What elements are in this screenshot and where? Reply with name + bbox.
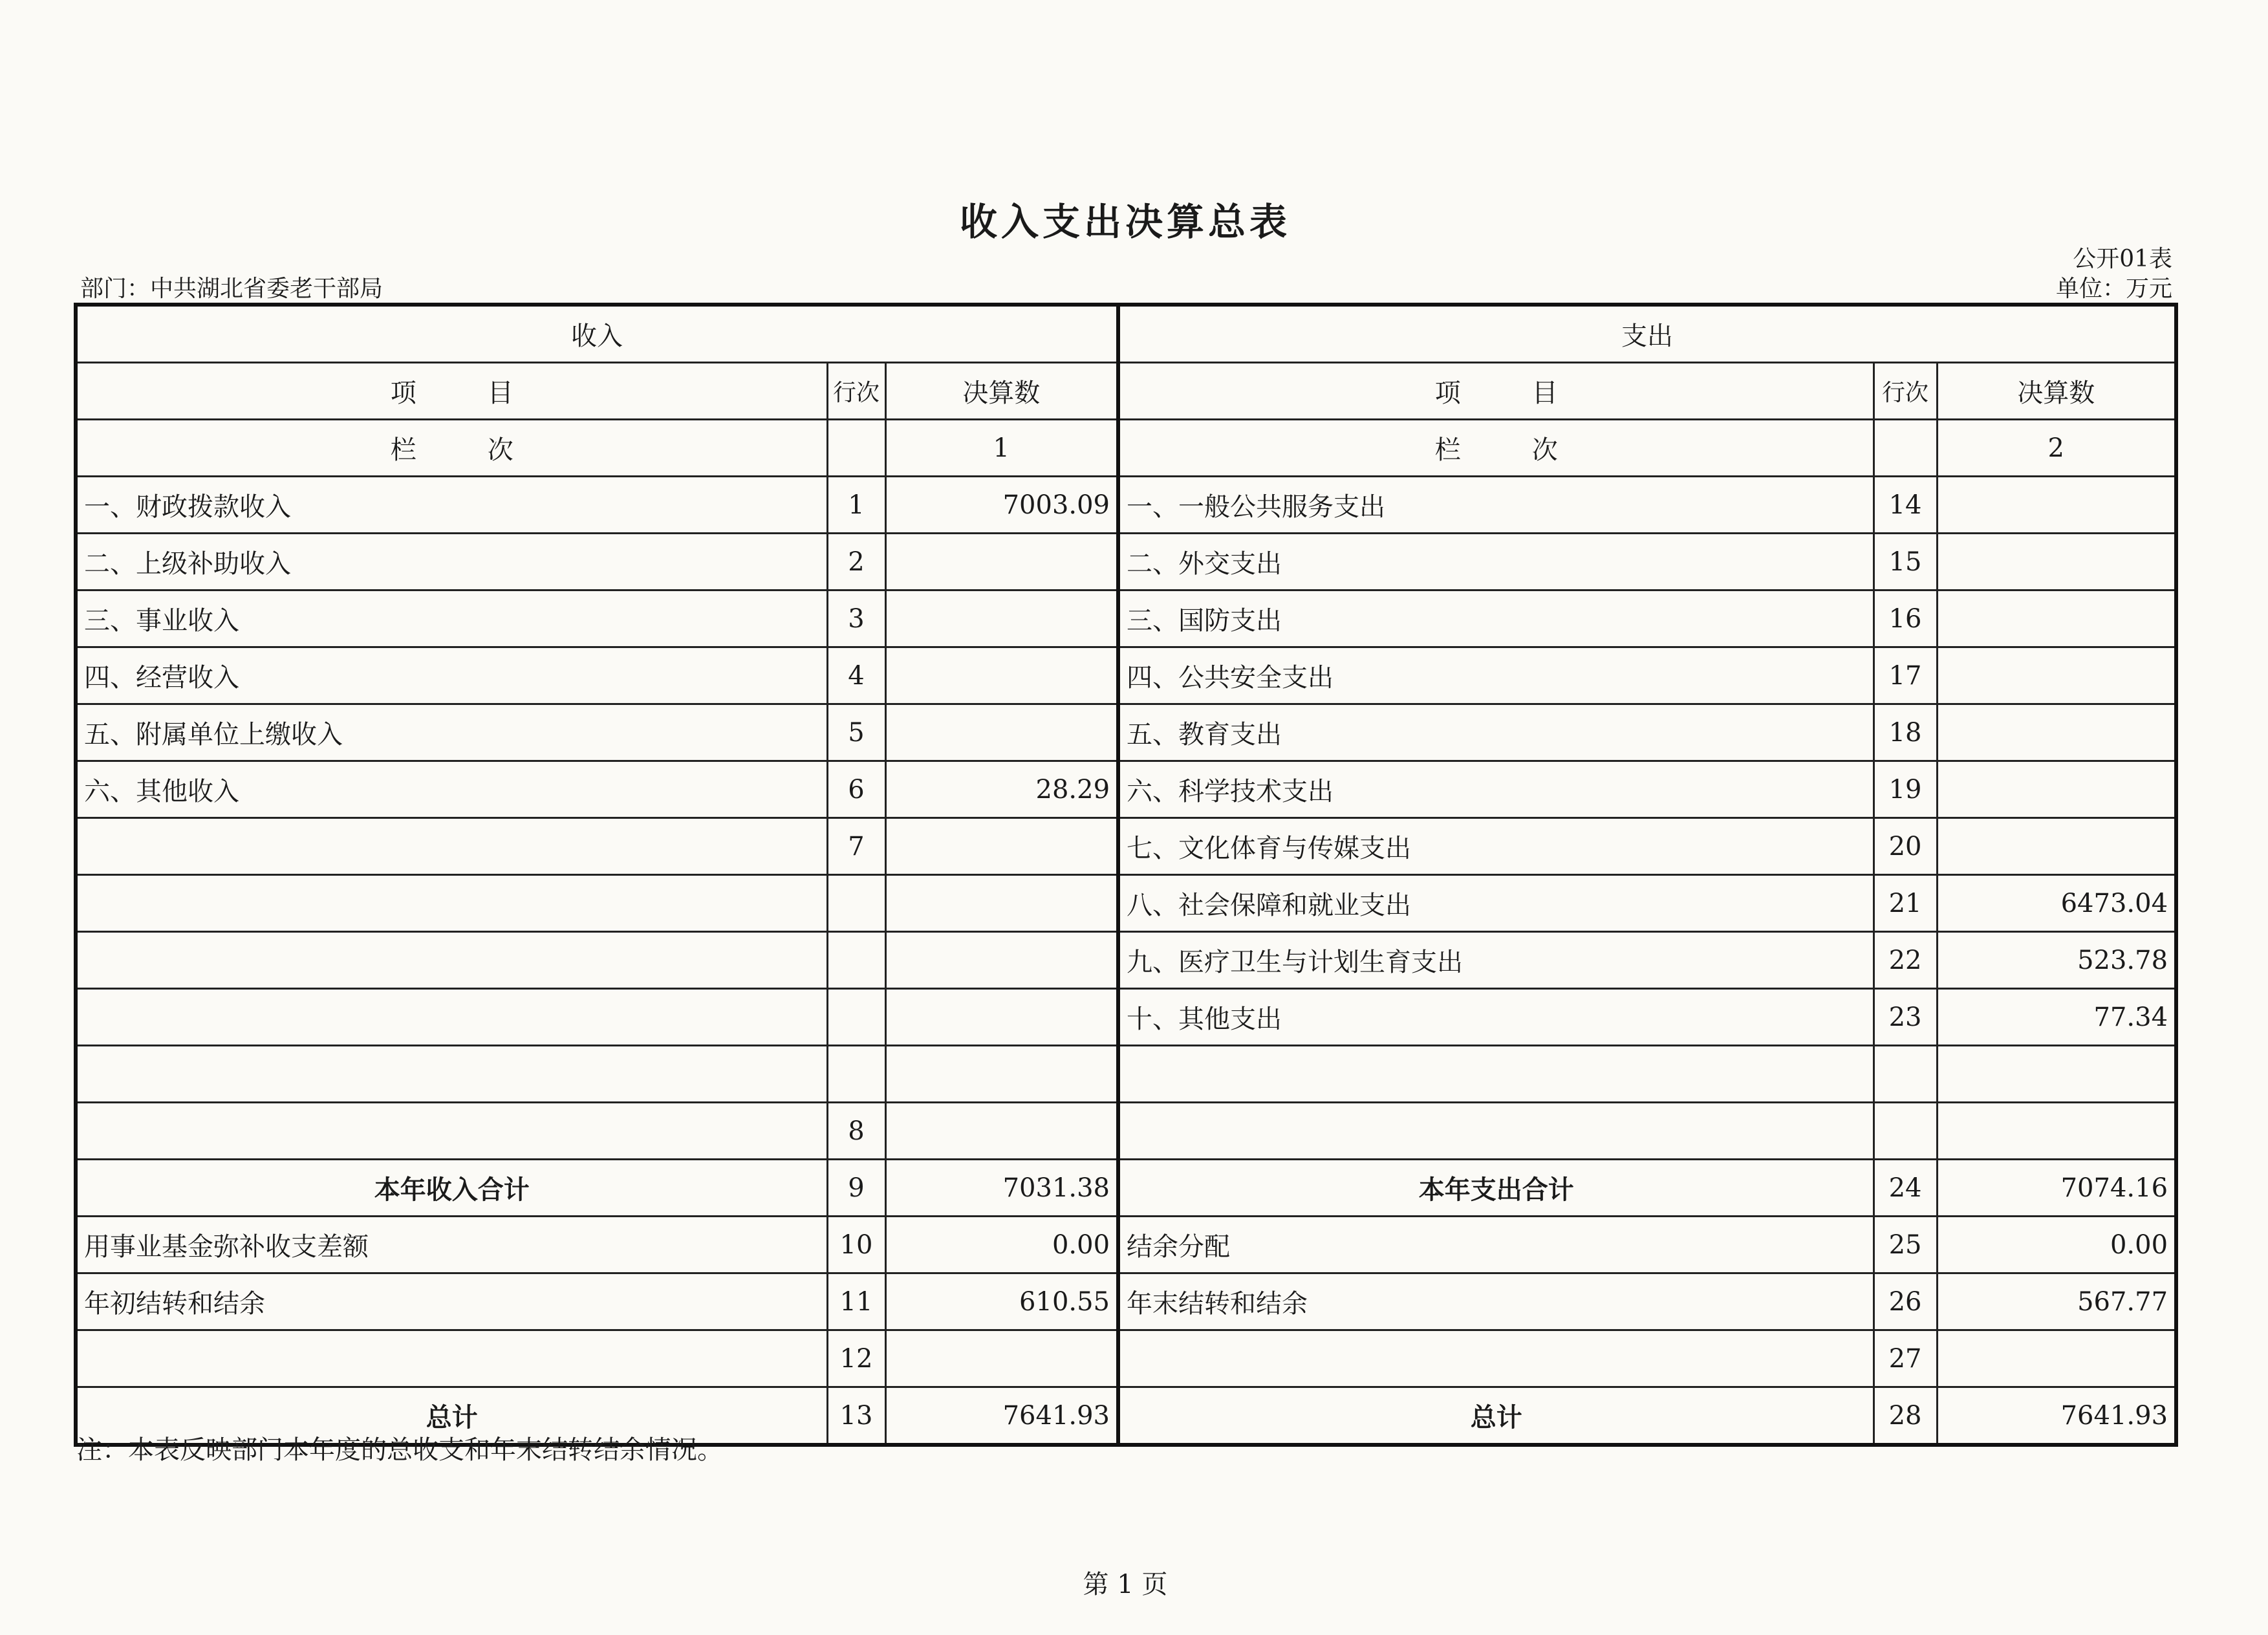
- expense-item-header: 项 目: [1118, 363, 1874, 420]
- income-row-no-header: 行次: [827, 363, 885, 420]
- income-row-no: 9: [827, 1160, 885, 1217]
- table-row: [76, 932, 2176, 989]
- expense-row-no: 28: [1874, 1387, 1937, 1446]
- income-row-no: 3: [827, 590, 885, 647]
- income-col-label: 栏 次: [76, 420, 827, 477]
- income-row-no: [827, 875, 885, 932]
- expense-item: 七、文化体育与传媒支出: [1118, 818, 1874, 875]
- expense-amount: [1937, 761, 2176, 818]
- expense-item: 一、一般公共服务支出: [1118, 477, 1874, 534]
- expense-row-no: 23: [1874, 989, 1937, 1046]
- expense-header: 支出: [1118, 305, 2176, 363]
- expense-amount-header: 决算数: [1937, 363, 2176, 420]
- form-number: 公开01表: [2073, 246, 2172, 272]
- income-amount: [885, 932, 1118, 989]
- expense-amount: [1937, 647, 2176, 704]
- income-row-no: 8: [827, 1103, 885, 1160]
- income-row-no: [827, 1046, 885, 1103]
- expense-item: 年末结转和结余: [1118, 1273, 1874, 1330]
- income-item: 二、上级补助收入: [76, 534, 827, 590]
- column-header-row: [76, 363, 2176, 420]
- income-amount: 7641.93: [885, 1387, 1118, 1446]
- table-row: [76, 1103, 2176, 1160]
- income-item: [76, 989, 827, 1046]
- income-amount: 7031.38: [885, 1160, 1118, 1217]
- income-row-no: 7: [827, 818, 885, 875]
- report-title: 收入支出决算总表: [959, 200, 1291, 244]
- income-annual-total-label: 本年收入合计: [76, 1160, 827, 1217]
- table-row: [76, 875, 2176, 932]
- expense-row-no: 17: [1874, 647, 1937, 704]
- income-item: 年初结转和结余: [76, 1273, 827, 1330]
- table-row: [76, 1273, 2176, 1330]
- income-row-no: [827, 989, 885, 1046]
- income-item: [76, 818, 827, 875]
- column-index-row: [76, 420, 2176, 477]
- expense-amount: 77.34: [1937, 989, 2176, 1046]
- income-item: 一、财政拨款收入: [76, 477, 827, 534]
- income-amount: 7003.09: [885, 477, 1118, 534]
- income-amount: [885, 818, 1118, 875]
- expense-annual-total-label: 本年支出合计: [1118, 1160, 1874, 1217]
- income-row-no: 6: [827, 761, 885, 818]
- income-amount: [885, 1103, 1118, 1160]
- income-col-index: 1: [885, 420, 1118, 477]
- table-row: [76, 989, 2176, 1046]
- income-row-no: 13: [827, 1387, 885, 1446]
- income-amount: 0.00: [885, 1217, 1118, 1273]
- expense-col-label: 栏 次: [1118, 420, 1874, 477]
- expense-item: [1118, 1103, 1874, 1160]
- income-row-no: [827, 932, 885, 989]
- income-item: [76, 1046, 827, 1103]
- expense-row-no: 14: [1874, 477, 1937, 534]
- income-item-header: 项 目: [76, 363, 827, 420]
- expense-row-no: 20: [1874, 818, 1937, 875]
- income-item: 五、附属单位上缴收入: [76, 704, 827, 761]
- income-item: [76, 1103, 827, 1160]
- expense-item: 二、外交支出: [1118, 534, 1874, 590]
- expense-row-no: 22: [1874, 932, 1937, 989]
- income-item: [76, 1330, 827, 1387]
- expense-item: 四、公共安全支出: [1118, 647, 1874, 704]
- expense-grand-total-label: 总计: [1118, 1387, 1874, 1446]
- section-header-row: [76, 305, 2176, 363]
- income-item: 四、经营收入: [76, 647, 827, 704]
- expense-col-blank: [1874, 420, 1937, 477]
- expense-amount: 6473.04: [1937, 875, 2176, 932]
- income-amount: [885, 534, 1118, 590]
- total-row-annual: [76, 1160, 2176, 1217]
- expense-amount: [1937, 704, 2176, 761]
- income-item: 六、其他收入: [76, 761, 827, 818]
- expense-amount: [1937, 1330, 2176, 1387]
- income-amount: [885, 704, 1118, 761]
- table-row: [76, 534, 2176, 590]
- expense-row-no: 24: [1874, 1160, 1937, 1217]
- income-amount: [885, 1046, 1118, 1103]
- page-number: 第 1 页: [1083, 1570, 1168, 1599]
- income-row-no: 5: [827, 704, 885, 761]
- department-label: 部门：中共湖北省委老干部局: [80, 276, 383, 302]
- table-row: [76, 1046, 2176, 1103]
- table-row: [76, 1217, 2176, 1273]
- expense-row-no: 16: [1874, 590, 1937, 647]
- income-item: 三、事业收入: [76, 590, 827, 647]
- expense-row-no: 15: [1874, 534, 1937, 590]
- expense-amount: [1937, 590, 2176, 647]
- expense-amount: [1937, 534, 2176, 590]
- income-row-no: 12: [827, 1330, 885, 1387]
- income-item: [76, 875, 827, 932]
- expense-row-no: 27: [1874, 1330, 1937, 1387]
- expense-amount: 567.77: [1937, 1273, 2176, 1330]
- income-header: 收入: [76, 305, 1118, 363]
- expense-amount: [1937, 1103, 2176, 1160]
- expense-row-no: 25: [1874, 1217, 1937, 1273]
- expense-item: 九、医疗卫生与计划生育支出: [1118, 932, 1874, 989]
- income-item: 用事业基金弥补收支差额: [76, 1217, 827, 1273]
- income-row-no: 1: [827, 477, 885, 534]
- expense-item: 三、国防支出: [1118, 590, 1874, 647]
- income-amount: [885, 989, 1118, 1046]
- table-row: [76, 1330, 2176, 1387]
- expense-row-no: [1874, 1103, 1937, 1160]
- expense-item: [1118, 1330, 1874, 1387]
- income-amount: 28.29: [885, 761, 1118, 818]
- expense-row-no: [1874, 1046, 1937, 1103]
- expense-row-no: 26: [1874, 1273, 1937, 1330]
- expense-amount: [1937, 818, 2176, 875]
- expense-item: [1118, 1046, 1874, 1103]
- footnote: 注：本表反映部门本年度的总收支和年末结转结余情况。: [76, 1435, 723, 1465]
- expense-item: 八、社会保障和就业支出: [1118, 875, 1874, 932]
- expense-row-no: 21: [1874, 875, 1937, 932]
- expense-amount: [1937, 477, 2176, 534]
- expense-row-no: 19: [1874, 761, 1937, 818]
- income-row-no: 4: [827, 647, 885, 704]
- expense-row-no: 18: [1874, 704, 1937, 761]
- expense-amount: 0.00: [1937, 1217, 2176, 1273]
- income-amount: [885, 590, 1118, 647]
- income-amount: [885, 875, 1118, 932]
- expense-item: 结余分配: [1118, 1217, 1874, 1273]
- expense-amount: [1937, 1046, 2176, 1103]
- table-row: [76, 704, 2176, 761]
- table-row: [76, 647, 2176, 704]
- expense-amount: 7641.93: [1937, 1387, 2176, 1446]
- income-col-blank: [827, 420, 885, 477]
- expense-amount: 523.78: [1937, 932, 2176, 989]
- income-row-no: 2: [827, 534, 885, 590]
- expense-item: 十、其他支出: [1118, 989, 1874, 1046]
- expense-item: 五、教育支出: [1118, 704, 1874, 761]
- income-item: [76, 932, 827, 989]
- income-amount: [885, 1330, 1118, 1387]
- table-row: [76, 761, 2176, 818]
- table-row: [76, 818, 2176, 875]
- expense-item: 六、科学技术支出: [1118, 761, 1874, 818]
- expense-amount: 7074.16: [1937, 1160, 2176, 1217]
- table-row: [76, 590, 2176, 647]
- summary-table: [74, 303, 2178, 1447]
- expense-col-index: 2: [1937, 420, 2176, 477]
- income-row-no: 10: [827, 1217, 885, 1273]
- table-row: [76, 477, 2176, 534]
- income-amount-header: 决算数: [885, 363, 1118, 420]
- income-row-no: 11: [827, 1273, 885, 1330]
- income-amount: 610.55: [885, 1273, 1118, 1330]
- expense-row-no-header: 行次: [1874, 363, 1937, 420]
- income-grand-total-label: 总计: [76, 1387, 827, 1446]
- unit-label: 单位：万元: [2055, 276, 2172, 302]
- income-amount: [885, 647, 1118, 704]
